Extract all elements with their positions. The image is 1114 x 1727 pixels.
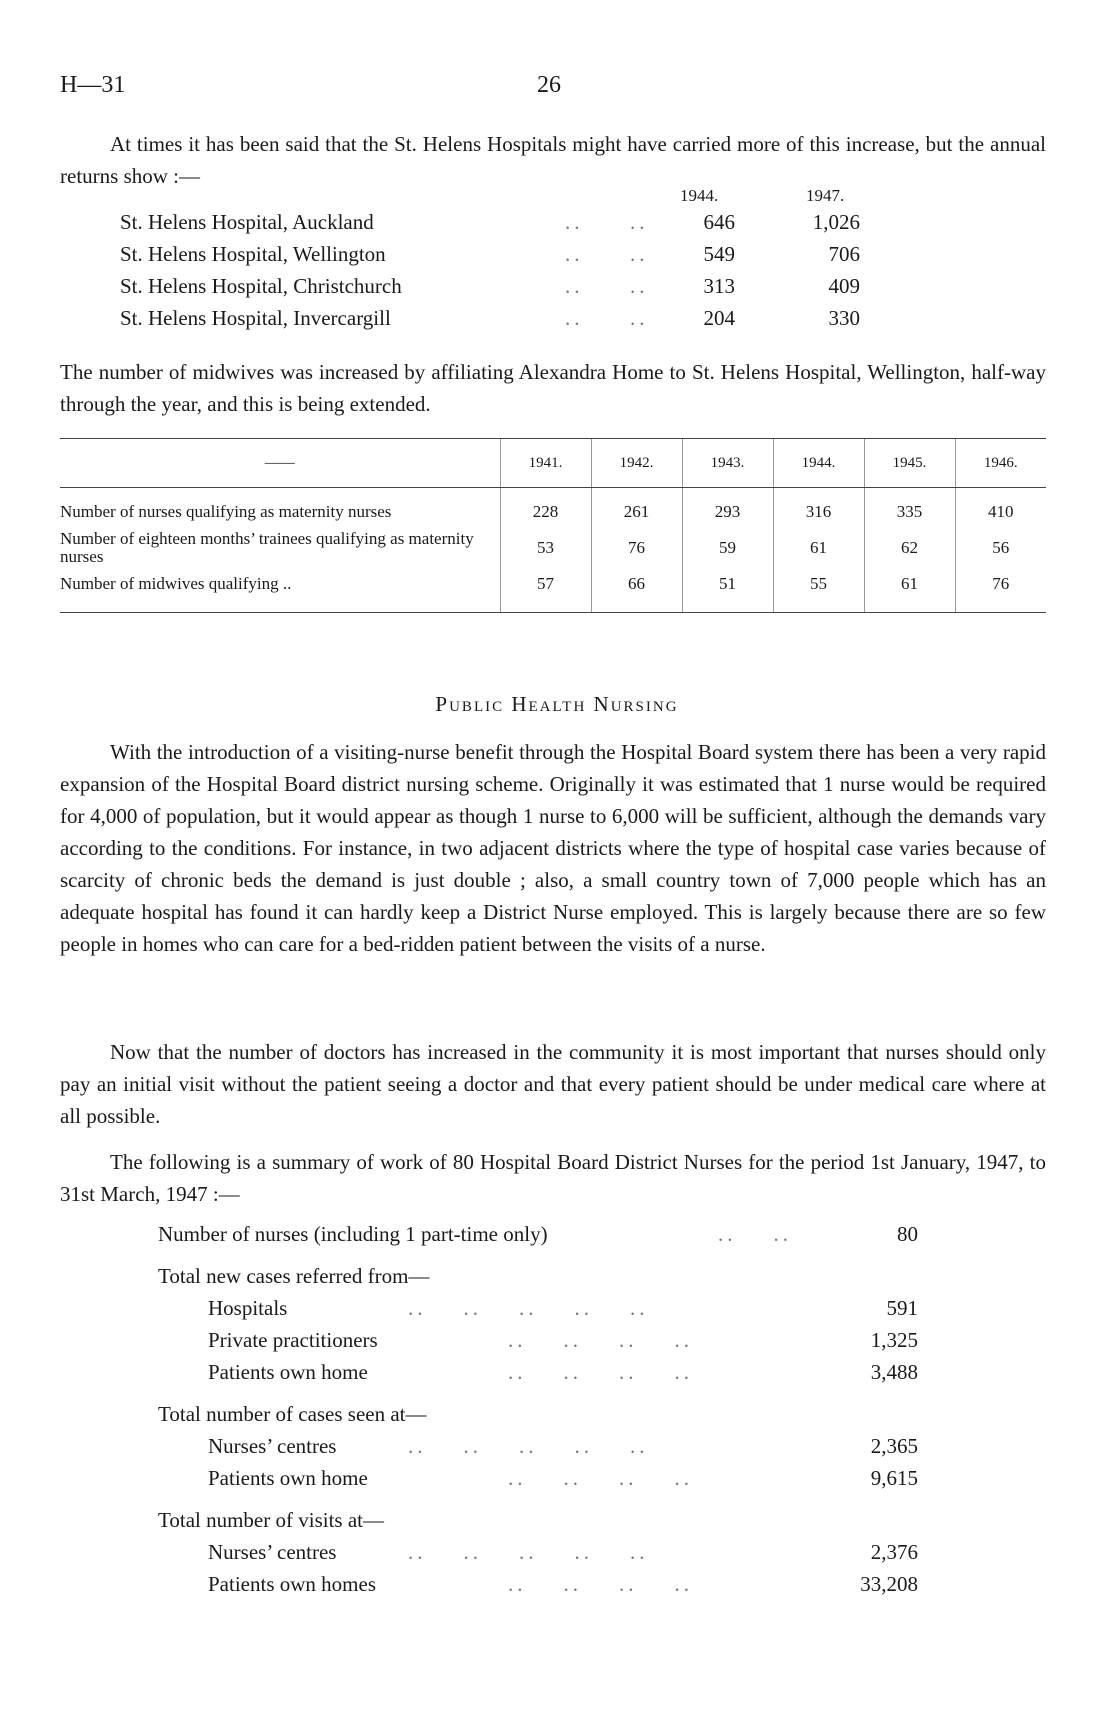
leader-dots: .. <box>630 210 649 234</box>
table-cell: 76 <box>955 570 1046 613</box>
summary-subheading: Total new cases referred from— <box>158 1264 430 1288</box>
value-1947: 706 <box>828 242 860 266</box>
row-label: Number of nurses qualifying as maternity nurses <box>60 502 392 521</box>
leader-dots: .. <box>630 274 649 298</box>
column-header: 1944. <box>773 439 864 488</box>
row-label: Number of midwives qualifying .. <box>60 570 500 613</box>
section-heading: Public Health Nursing <box>435 692 679 716</box>
table-cell: 66 <box>591 570 682 613</box>
summary-label: Patients own home <box>208 1360 368 1384</box>
returns-year-1944: 1944. <box>680 186 719 205</box>
table-cell: 56 <box>955 526 1046 570</box>
nursing-paragraph-2: Now that the number of doctors has increased in the community it is most important that nurses should only pay an initial visit without the patient seeing a doctor and that every patient should be under medical care where at all possible. <box>60 1040 1046 1128</box>
table-row <box>60 488 1046 527</box>
summary-row <box>158 1568 958 1600</box>
page-header <box>60 72 1054 102</box>
hospital-name: St. Helens Hospital, Auckland <box>120 210 374 234</box>
column-header: 1946. <box>955 439 1046 488</box>
table-cell: 316 <box>773 488 864 527</box>
annual-returns <box>120 186 980 334</box>
summary-value: 33,208 <box>860 1572 918 1596</box>
returns-row <box>120 302 980 334</box>
nursing-paragraph-1: With the introduction of a visiting-nurse benefit through the Hospital Board system there has been a very rapid expansion of the Hospital Board district nursing scheme. Originally it was estimated that 1 nurse would be required for 4,000 of population, but it would appear as though 1 nurse to 6,000 will be sufficient, although the demands vary according to the conditions. For instance, in two adjacent districts where the type of hospital case varies because of scarcity of chronic beds the demand is just double ; also, a small country town of 7,000 people which has an adequate hospital has found it can hardly keep a District Nurse employed. This is largely because there are so few people in homes who can care for a bed-ridden patient between the visits of a nurse. <box>60 740 1046 956</box>
summary-value: 591 <box>886 1296 918 1320</box>
value-1944: 549 <box>703 242 735 266</box>
summary-row <box>158 1292 958 1324</box>
hospital-name: St. Helens Hospital, Christchurch <box>120 274 402 298</box>
value-1947: 1,026 <box>812 210 860 234</box>
value-1947: 409 <box>828 274 860 298</box>
leader-dots: .. .. .. .. <box>508 1328 693 1352</box>
nursing-paragraph-3: The following is a summary of work of 80 Hospital Board District Nurses for the period 1st January, 1947, to 31st March, 1947 :— <box>60 1150 1046 1206</box>
leader-dots: .. .. .. .. .. <box>408 1434 649 1458</box>
leader-dots: .. .. .. .. .. <box>408 1540 649 1564</box>
table-cell: 61 <box>864 570 955 613</box>
summary-value: 2,376 <box>870 1540 918 1564</box>
summary-value: 9,615 <box>870 1466 918 1490</box>
summary-label: Patients own homes <box>208 1572 376 1596</box>
summary-label: Hospitals <box>208 1296 288 1320</box>
leader-dots: .. .. .. .. <box>508 1466 693 1490</box>
returns-row <box>120 270 980 302</box>
returns-row <box>120 238 980 270</box>
column-header: 1942. <box>591 439 682 488</box>
leader-dots: .. <box>565 306 584 330</box>
value-1944: 204 <box>703 306 735 330</box>
summary-label: Number of nurses (including 1 part-time only) <box>158 1222 548 1246</box>
summary-row-nurses <box>158 1218 958 1250</box>
table-cell: 410 <box>955 488 1046 527</box>
table-corner: —— <box>60 439 500 488</box>
returns-row <box>120 206 980 238</box>
table-row <box>60 526 1046 570</box>
summary-row <box>158 1430 958 1462</box>
summary-row <box>158 1462 958 1494</box>
summary-value: 1,325 <box>870 1328 918 1352</box>
table-cell: 61 <box>773 526 864 570</box>
table-header-row <box>60 439 1046 488</box>
leader-dots: .. <box>630 306 649 330</box>
value-1944: 646 <box>703 210 735 234</box>
leader-dots: .. .. .. .. .. <box>408 1296 649 1320</box>
returns-header <box>120 186 980 206</box>
row-label: Number of eighteen months’ trainees qualifying as maternity nurses <box>60 529 474 566</box>
table-cell: 57 <box>500 570 591 613</box>
summary-label: Patients own home <box>208 1466 368 1490</box>
table-cell: 53 <box>500 526 591 570</box>
column-header: 1943. <box>682 439 773 488</box>
hospital-name: St. Helens Hospital, Wellington <box>120 242 386 266</box>
table-cell: 76 <box>591 526 682 570</box>
leader-dots: .. <box>565 210 584 234</box>
report-reference: H—31 <box>60 72 126 98</box>
hospital-name: St. Helens Hospital, Invercargill <box>120 306 391 330</box>
table-cell: 55 <box>773 570 864 613</box>
table-row <box>60 570 1046 613</box>
leader-dots: .. .. <box>718 1222 792 1246</box>
value-1944: 313 <box>703 274 735 298</box>
summary-row <box>158 1536 958 1568</box>
leader-dots: .. .. .. .. <box>508 1360 693 1384</box>
maternity-stats-table <box>60 438 1046 613</box>
summary-label: Nurses’ centres <box>208 1434 337 1458</box>
leader-dots: .. <box>565 242 584 266</box>
leader-dots: .. <box>565 274 584 298</box>
summary-label: Nurses’ centres <box>208 1540 337 1564</box>
value-1947: 330 <box>828 306 860 330</box>
summary-subheading: Total number of cases seen at— <box>158 1402 427 1426</box>
table-cell: 59 <box>682 526 773 570</box>
summary-subheading: Total number of visits at— <box>158 1508 384 1532</box>
summary-value: 80 <box>897 1222 918 1246</box>
table-cell: 293 <box>682 488 773 527</box>
summary-value: 3,488 <box>870 1360 918 1384</box>
page-number: 26 <box>537 72 561 98</box>
summary-row <box>158 1356 958 1388</box>
summary-label: Private practitioners <box>208 1328 378 1352</box>
midwives-paragraph: The number of midwives was increased by affiliating Alexandra Home to St. Helens Hospital, Wellington, half-way through the year, and this is being extended. <box>60 360 1046 416</box>
table-cell: 62 <box>864 526 955 570</box>
leader-dots: .. .. .. .. <box>508 1572 693 1596</box>
work-summary <box>158 1218 958 1600</box>
summary-value: 2,365 <box>870 1434 918 1458</box>
table-cell: 261 <box>591 488 682 527</box>
table-cell: 335 <box>864 488 955 527</box>
intro-paragraph: At times it has been said that the St. Helens Hospitals might have carried more of this increase, but the annual returns show :— <box>60 132 1046 188</box>
table-cell: 228 <box>500 488 591 527</box>
summary-row <box>158 1324 958 1356</box>
column-header: 1941. <box>500 439 591 488</box>
column-header: 1945. <box>864 439 955 488</box>
returns-year-1947: 1947. <box>806 186 845 205</box>
table-cell: 51 <box>682 570 773 613</box>
leader-dots: .. <box>630 242 649 266</box>
